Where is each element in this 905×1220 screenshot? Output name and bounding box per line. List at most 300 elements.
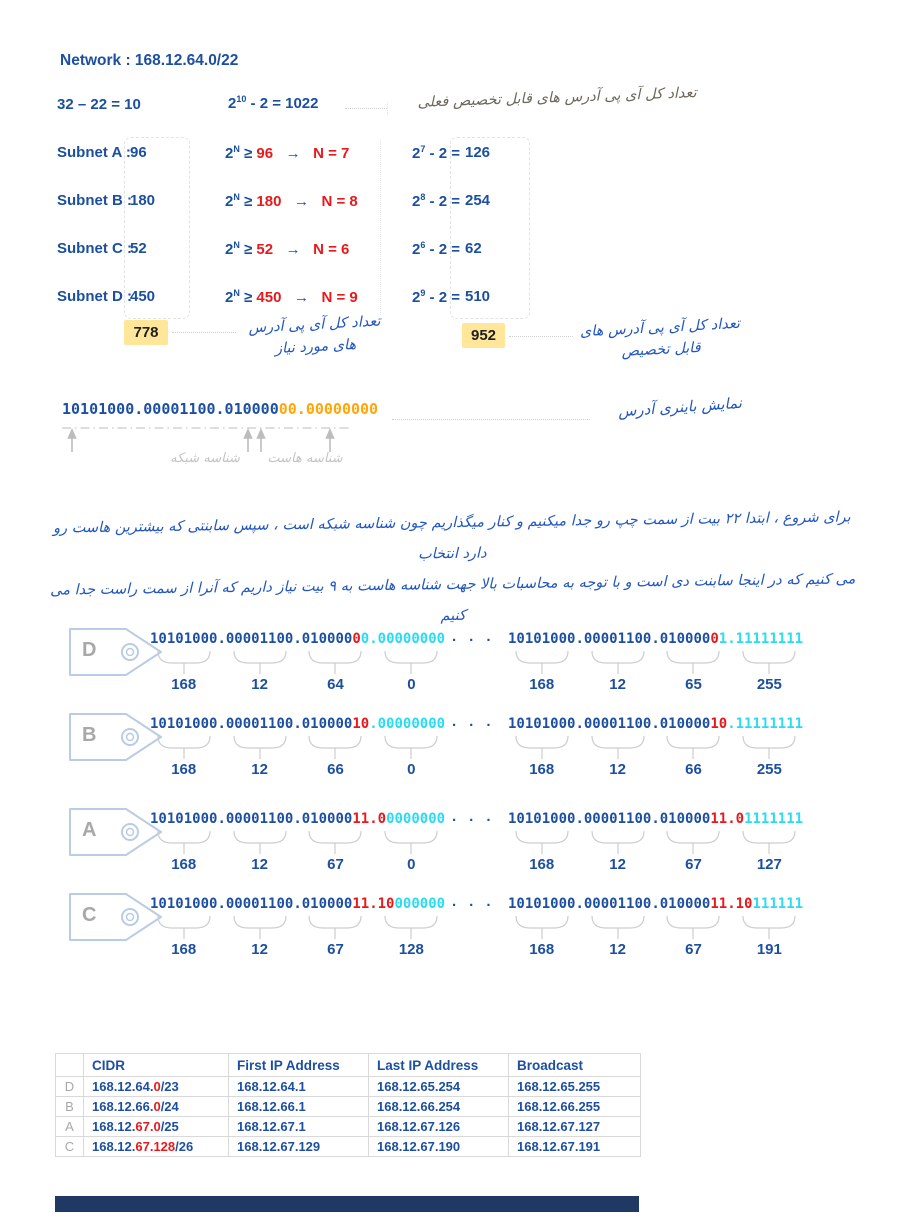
column-divider [380, 140, 381, 315]
binary-octet [226, 630, 293, 693]
binary-octet [150, 715, 217, 778]
table-header-cell [56, 1054, 84, 1077]
subnet-tag-label: B [82, 724, 97, 746]
binary-bits [660, 715, 727, 733]
binary-bits [660, 810, 727, 828]
binary-bits [302, 810, 369, 828]
cidr-segment: 67.0 [135, 1119, 161, 1134]
connector-line [509, 336, 573, 337]
subnet-binary-row [0, 715, 905, 795]
octet-separator-dot: . [651, 631, 660, 647]
binary-octet [150, 895, 217, 958]
octet-separator-dot: . [369, 811, 378, 827]
bit-segment: 10101000 [150, 631, 218, 647]
required-hosts: 96 [256, 145, 274, 162]
results-column-box [450, 137, 530, 319]
binary-octet [660, 895, 727, 958]
octet-decimal: 12 [251, 941, 268, 958]
binary-octet [378, 630, 445, 693]
geq-symbol: ≥ [239, 289, 257, 306]
binary-octet [736, 630, 803, 693]
binary-bits [226, 810, 293, 828]
octet-decimal: 168 [171, 676, 197, 693]
bit-segment: 11 [352, 811, 370, 827]
range-ellipsis: · · · [452, 717, 492, 734]
subnet-binary-rows [0, 630, 905, 1050]
octet-decimal: 12 [251, 761, 268, 778]
brace-icon [739, 915, 799, 940]
brace-icon [512, 650, 572, 675]
subnet-host-count: 96 [130, 144, 147, 161]
first-address-binary [150, 715, 445, 778]
arrow-icon: → [273, 145, 314, 162]
brace-icon [154, 650, 214, 675]
table-row [56, 1077, 641, 1097]
network-binary [62, 400, 378, 418]
octet-decimal: 0 [407, 761, 416, 778]
octet-separator-dot: . [575, 896, 584, 912]
host-bits-subtraction: 32 – 22 = 10 [57, 96, 141, 113]
brace-icon [512, 915, 572, 940]
binary-octet [584, 810, 651, 873]
first-address-binary [150, 630, 445, 693]
power-tail: - 2 = 1022 [246, 95, 319, 112]
subnet-inequality [225, 288, 358, 306]
power-exponent: N [233, 240, 240, 250]
octet-decimal: 168 [171, 856, 197, 873]
bit-segment: 11111111 [735, 716, 804, 732]
binary-octet [302, 715, 369, 778]
power-base: 2 [412, 145, 421, 162]
bit-segment: 00001100 [583, 631, 652, 647]
cidr-segment: /25 [160, 1119, 179, 1134]
bit-segment: 00000000 [377, 631, 446, 647]
octet-decimal: 67 [327, 856, 344, 873]
note-total-required: تعداد کل آی پی آدرس های مورد نیاز [248, 313, 381, 358]
broadcast-ip-cell: 168.12.67.191 [509, 1137, 641, 1157]
octet-decimal: 255 [756, 676, 782, 693]
binary-bits [736, 810, 803, 828]
octet-decimal: 0 [407, 856, 416, 873]
binary-octet [508, 810, 575, 873]
octet-separator-dot: . [727, 631, 736, 647]
bit-segment: 1 [718, 631, 728, 647]
bit-segment: 00001100 [583, 716, 652, 732]
octet-separator-dot: . [651, 811, 660, 827]
host-id-label: شناسه هاست [267, 451, 343, 466]
binary-bits [508, 715, 575, 733]
first-address-binary [150, 895, 445, 958]
octet-separator-dot: . [575, 811, 584, 827]
n-value: N = 7 [313, 145, 350, 162]
binary-bits [302, 630, 369, 648]
table-header-cell: CIDR [84, 1054, 229, 1077]
binary-bits [508, 630, 575, 648]
octet-decimal: 66 [685, 761, 702, 778]
bit-segment: 010000 [301, 811, 353, 827]
binary-bits [226, 715, 293, 733]
table-row [56, 1117, 641, 1137]
explanation-paragraph [44, 502, 861, 637]
bit-segment: 10101000 [508, 716, 576, 732]
bit-segment: 010000 [659, 631, 711, 647]
binary-octet [508, 895, 575, 958]
binary-bits [302, 895, 369, 913]
first-ip-cell: 168.12.64.1 [229, 1077, 369, 1097]
network-id-label: شناسه شبکه [170, 451, 240, 466]
cidr-cell [84, 1097, 229, 1117]
binary-bits [660, 895, 727, 913]
last-address-binary [508, 715, 803, 778]
arrow-icon: → [281, 289, 322, 306]
brace-icon [588, 650, 648, 675]
brace-icon [230, 735, 290, 760]
power-base: 2 [225, 145, 234, 162]
required-hosts: 180 [256, 193, 282, 210]
table-header-row [56, 1054, 641, 1077]
subnet-name: Subnet B : [57, 192, 132, 209]
bit-segment: 10101000 [508, 896, 576, 912]
range-ellipsis: · · · [452, 812, 492, 829]
binary-bits [150, 810, 217, 828]
binary-network-part: 10101000.00001100.010000 [62, 400, 279, 418]
subnet-name: Subnet C : [57, 240, 132, 257]
binary-octet [150, 630, 217, 693]
table-header-cell: Last IP Address [369, 1054, 509, 1077]
power-exponent: 10 [236, 94, 247, 104]
cidr-cell [84, 1137, 229, 1157]
octet-decimal: 191 [756, 941, 782, 958]
brace-icon [154, 915, 214, 940]
broadcast-ip-cell: 168.12.65.255 [509, 1077, 641, 1097]
brace-icon [381, 915, 441, 940]
binary-octet [302, 630, 369, 693]
total-required-value: 778 [124, 320, 168, 345]
octet-separator-dot: . [369, 896, 378, 912]
cidr-segment: 67.128 [135, 1139, 176, 1154]
brace-icon [663, 915, 723, 940]
octet-decimal: 128 [398, 941, 424, 958]
power-exponent: 6 [420, 240, 426, 250]
bit-segment: 010000 [301, 896, 353, 912]
last-address-binary [508, 810, 803, 873]
cidr-cell [84, 1077, 229, 1097]
bit-segment: 10 [710, 716, 728, 732]
power-exponent: N [233, 192, 240, 202]
binary-octet [736, 895, 803, 958]
brace-icon [230, 830, 290, 855]
bit-segment: 0 [377, 811, 387, 827]
cidr-segment: 0 [153, 1099, 161, 1114]
n-value: N = 6 [313, 241, 350, 258]
brace-icon [305, 650, 365, 675]
first-ip-cell: 168.12.67.1 [229, 1117, 369, 1137]
binary-octet [584, 630, 651, 693]
brace-icon [381, 735, 441, 760]
subnet-binary-row [0, 630, 905, 710]
subnet-tag-label: A [82, 819, 97, 841]
power-tail: - 2 = [425, 241, 460, 258]
bit-segment: 000000 [394, 896, 446, 912]
bit-segment: 010000 [301, 716, 353, 732]
paragraph-line-1: برای شروع ، ابتدا ۲۲ بیت از سمت چپ رو جدا میکنیم و کنار میگذاریم چون شناسه شبکه است ، سپس سابنتی که بیشترین هاست رو دارد انتخاب [53, 509, 851, 563]
last-ip-cell: 168.12.65.254 [369, 1077, 509, 1097]
bit-segment: 1111111 [744, 811, 804, 827]
bit-segment: 0 [360, 631, 370, 647]
row-label-cell: D [56, 1077, 84, 1097]
brace-icon [663, 735, 723, 760]
octet-decimal: 67 [685, 941, 702, 958]
table-row [56, 1097, 641, 1117]
brace-icon [588, 830, 648, 855]
connector-line [345, 108, 387, 109]
binary-bits [378, 715, 445, 733]
octet-decimal: 66 [327, 761, 344, 778]
octet-decimal: 12 [251, 676, 268, 693]
note-total-assignable: تعداد کل آی پی آدرس های قابل تخصیص [579, 315, 741, 361]
cidr-segment: 0 [153, 1079, 161, 1094]
binary-octet [150, 810, 217, 873]
n-value: N = 9 [321, 289, 358, 306]
octet-decimal: 168 [529, 676, 555, 693]
brace-icon [381, 830, 441, 855]
power-tail: - 2 = [425, 145, 460, 162]
power-exponent: 9 [420, 288, 426, 298]
brace-icon [230, 915, 290, 940]
bit-segment: 10101000 [150, 811, 218, 827]
power-tail: - 2 = [425, 289, 460, 306]
cidr-segment: 168.12.64. [92, 1079, 154, 1094]
octet-decimal: 0 [407, 676, 416, 693]
power-exponent: 8 [420, 192, 426, 202]
cidr-segment: /26 [175, 1139, 194, 1154]
octet-decimal: 127 [756, 856, 782, 873]
bit-segment: 00001100 [225, 811, 294, 827]
brace-icon [739, 650, 799, 675]
brace-icon [512, 735, 572, 760]
cidr-segment: 168.12. [92, 1119, 136, 1134]
subnet-tag-label: D [82, 639, 97, 661]
binary-octet [660, 715, 727, 778]
cidr-segment: /23 [160, 1079, 179, 1094]
subnet-inequality [225, 192, 358, 210]
required-hosts: 52 [256, 241, 274, 258]
octet-decimal: 168 [171, 941, 197, 958]
cidr-cell [84, 1117, 229, 1137]
brace-icon [739, 830, 799, 855]
table-header-cell: First IP Address [229, 1054, 369, 1077]
bit-segment: 10101000 [508, 631, 576, 647]
binary-bits [660, 630, 727, 648]
bit-segment: 10 [352, 716, 370, 732]
binary-bits [736, 630, 803, 648]
bit-segment: 0 [710, 631, 719, 647]
subnet-result-table [55, 1053, 641, 1157]
binary-octet [508, 630, 575, 693]
binary-octet [508, 715, 575, 778]
octet-decimal: 12 [251, 856, 268, 873]
binary-bits [226, 630, 293, 648]
range-ellipsis: · · · [452, 897, 492, 914]
brace-icon [154, 735, 214, 760]
binary-octet [378, 895, 445, 958]
binary-bits [508, 810, 575, 828]
octet-separator-dot: . [575, 716, 584, 732]
binary-host-part: 00.00000000 [278, 400, 379, 418]
geq-symbol: ≥ [239, 145, 257, 162]
table-header-cell: Broadcast [509, 1054, 641, 1077]
octet-separator-dot: . [217, 896, 226, 912]
brace-icon [305, 735, 365, 760]
bottom-bar [55, 1196, 639, 1212]
required-hosts: 450 [256, 289, 282, 306]
cidr-segment: 168.12.66. [92, 1099, 154, 1114]
cidr-segment: 168.12. [92, 1139, 136, 1154]
octet-decimal: 12 [609, 761, 626, 778]
table-row [56, 1137, 641, 1157]
power-base: 2 [412, 241, 421, 258]
bit-segment: 11111111 [735, 631, 804, 647]
network-title: Network : 168.12.64.0/22 [60, 52, 239, 69]
power-base: 2 [225, 241, 234, 258]
brace-icon [663, 650, 723, 675]
octet-decimal: 65 [685, 676, 702, 693]
bit-segment: 11 [352, 896, 370, 912]
last-ip-cell: 168.12.67.190 [369, 1137, 509, 1157]
octet-separator-dot: . [293, 811, 302, 827]
binary-bits [736, 895, 803, 913]
row-label-cell: C [56, 1137, 84, 1157]
geq-symbol: ≥ [239, 241, 257, 258]
octet-separator-dot: . [727, 896, 736, 912]
usable-hosts-value: 254 [465, 192, 491, 209]
binary-bits [508, 895, 575, 913]
range-ellipsis: · · · [452, 632, 492, 649]
bit-segment: 010000 [301, 631, 353, 647]
paragraph-line-2: می کنیم که در اینجا سابنت دی است و با توجه به محاسبات بالا جهت شناسه هاست به ۹ بیت نیاز داریم که آنرا از سمت راست جدا می کنیم [49, 571, 856, 625]
subnet-binary-row [0, 810, 905, 890]
note-assignable-current: تعداد کل آی پی آدرس های قابل تخصیص فعلی [417, 85, 697, 111]
brace-icon [512, 830, 572, 855]
broadcast-ip-cell: 168.12.67.127 [509, 1117, 641, 1137]
bit-segment: 111111 [752, 896, 804, 912]
bit-segment: 10101000 [150, 896, 218, 912]
last-address-binary [508, 895, 803, 958]
bit-segment: 10 [735, 896, 753, 912]
power-base: 2 [225, 289, 234, 306]
total-assignable-value: 952 [462, 323, 505, 348]
octet-decimal: 67 [327, 941, 344, 958]
geq-symbol: ≥ [239, 193, 257, 210]
brace-icon [154, 830, 214, 855]
brace-icon [381, 650, 441, 675]
first-ip-cell: 168.12.67.129 [229, 1137, 369, 1157]
octet-decimal: 255 [756, 761, 782, 778]
octet-separator-dot: . [369, 716, 378, 732]
binary-bits [378, 895, 445, 913]
bit-segment: 00001100 [225, 896, 294, 912]
octet-separator-dot: . [651, 716, 660, 732]
bit-segment: 00001100 [225, 631, 294, 647]
binary-octet [736, 810, 803, 873]
binary-bits [584, 810, 651, 828]
octet-decimal: 64 [327, 676, 344, 693]
octet-decimal: 168 [171, 761, 197, 778]
subnet-tag-label: C [82, 904, 97, 926]
bit-segment: 10101000 [508, 811, 576, 827]
brace-icon [588, 735, 648, 760]
binary-octet [226, 810, 293, 873]
bit-segment: 0000000 [386, 811, 446, 827]
octet-decimal: 168 [529, 761, 555, 778]
binary-octet [660, 630, 727, 693]
bit-segment: 11 [710, 896, 728, 912]
brace-icon [230, 650, 290, 675]
octet-decimal: 67 [685, 856, 702, 873]
power-base: 2 [225, 193, 234, 210]
row-label-cell: A [56, 1117, 84, 1137]
octet-separator-dot: . [651, 896, 660, 912]
brace-icon [663, 830, 723, 855]
binary-octet [584, 715, 651, 778]
first-ip-cell: 168.12.66.1 [229, 1097, 369, 1117]
bit-segment: 10101000 [150, 716, 218, 732]
binary-bits [584, 895, 651, 913]
binary-bits [150, 715, 217, 733]
bit-segment: 00001100 [225, 716, 294, 732]
subnet-name: Subnet D : [57, 288, 132, 305]
last-ip-cell: 168.12.66.254 [369, 1097, 509, 1117]
subnet-host-count: 52 [130, 240, 147, 257]
last-address-binary [508, 630, 803, 693]
binary-bits [584, 715, 651, 733]
usable-hosts-value: 510 [465, 288, 491, 305]
octet-separator-dot: . [727, 716, 736, 732]
binary-bits [150, 630, 217, 648]
octet-separator-dot: . [293, 716, 302, 732]
binary-caption: نمایش باینری آدرس [617, 393, 743, 421]
arrow-icon: → [273, 241, 314, 258]
brace-icon [588, 915, 648, 940]
binary-octet [660, 810, 727, 873]
subnet-name: Subnet A : [57, 144, 131, 161]
binary-bits [378, 630, 445, 648]
binary-octet [378, 810, 445, 873]
hosts-column-box [124, 137, 190, 319]
bit-segment: 0 [352, 631, 361, 647]
binary-bits [736, 715, 803, 733]
bit-segment: 0 [735, 811, 745, 827]
bit-segment: 010000 [659, 811, 711, 827]
octet-decimal: 12 [609, 676, 626, 693]
power-base: 2 [228, 95, 237, 112]
binary-bits [584, 630, 651, 648]
bit-segment: 010000 [659, 896, 711, 912]
n-value: N = 8 [321, 193, 358, 210]
binary-bits [150, 895, 217, 913]
arrow-icon: → [281, 193, 322, 210]
binary-octet [736, 715, 803, 778]
first-address-binary [150, 810, 445, 873]
octet-separator-dot: . [575, 631, 584, 647]
bit-segment: 10 [377, 896, 395, 912]
binary-octet [226, 715, 293, 778]
binary-bits [226, 895, 293, 913]
power-base: 2 [412, 193, 421, 210]
brace-icon [305, 830, 365, 855]
binary-octet [302, 895, 369, 958]
power-tail: - 2 = [425, 193, 460, 210]
